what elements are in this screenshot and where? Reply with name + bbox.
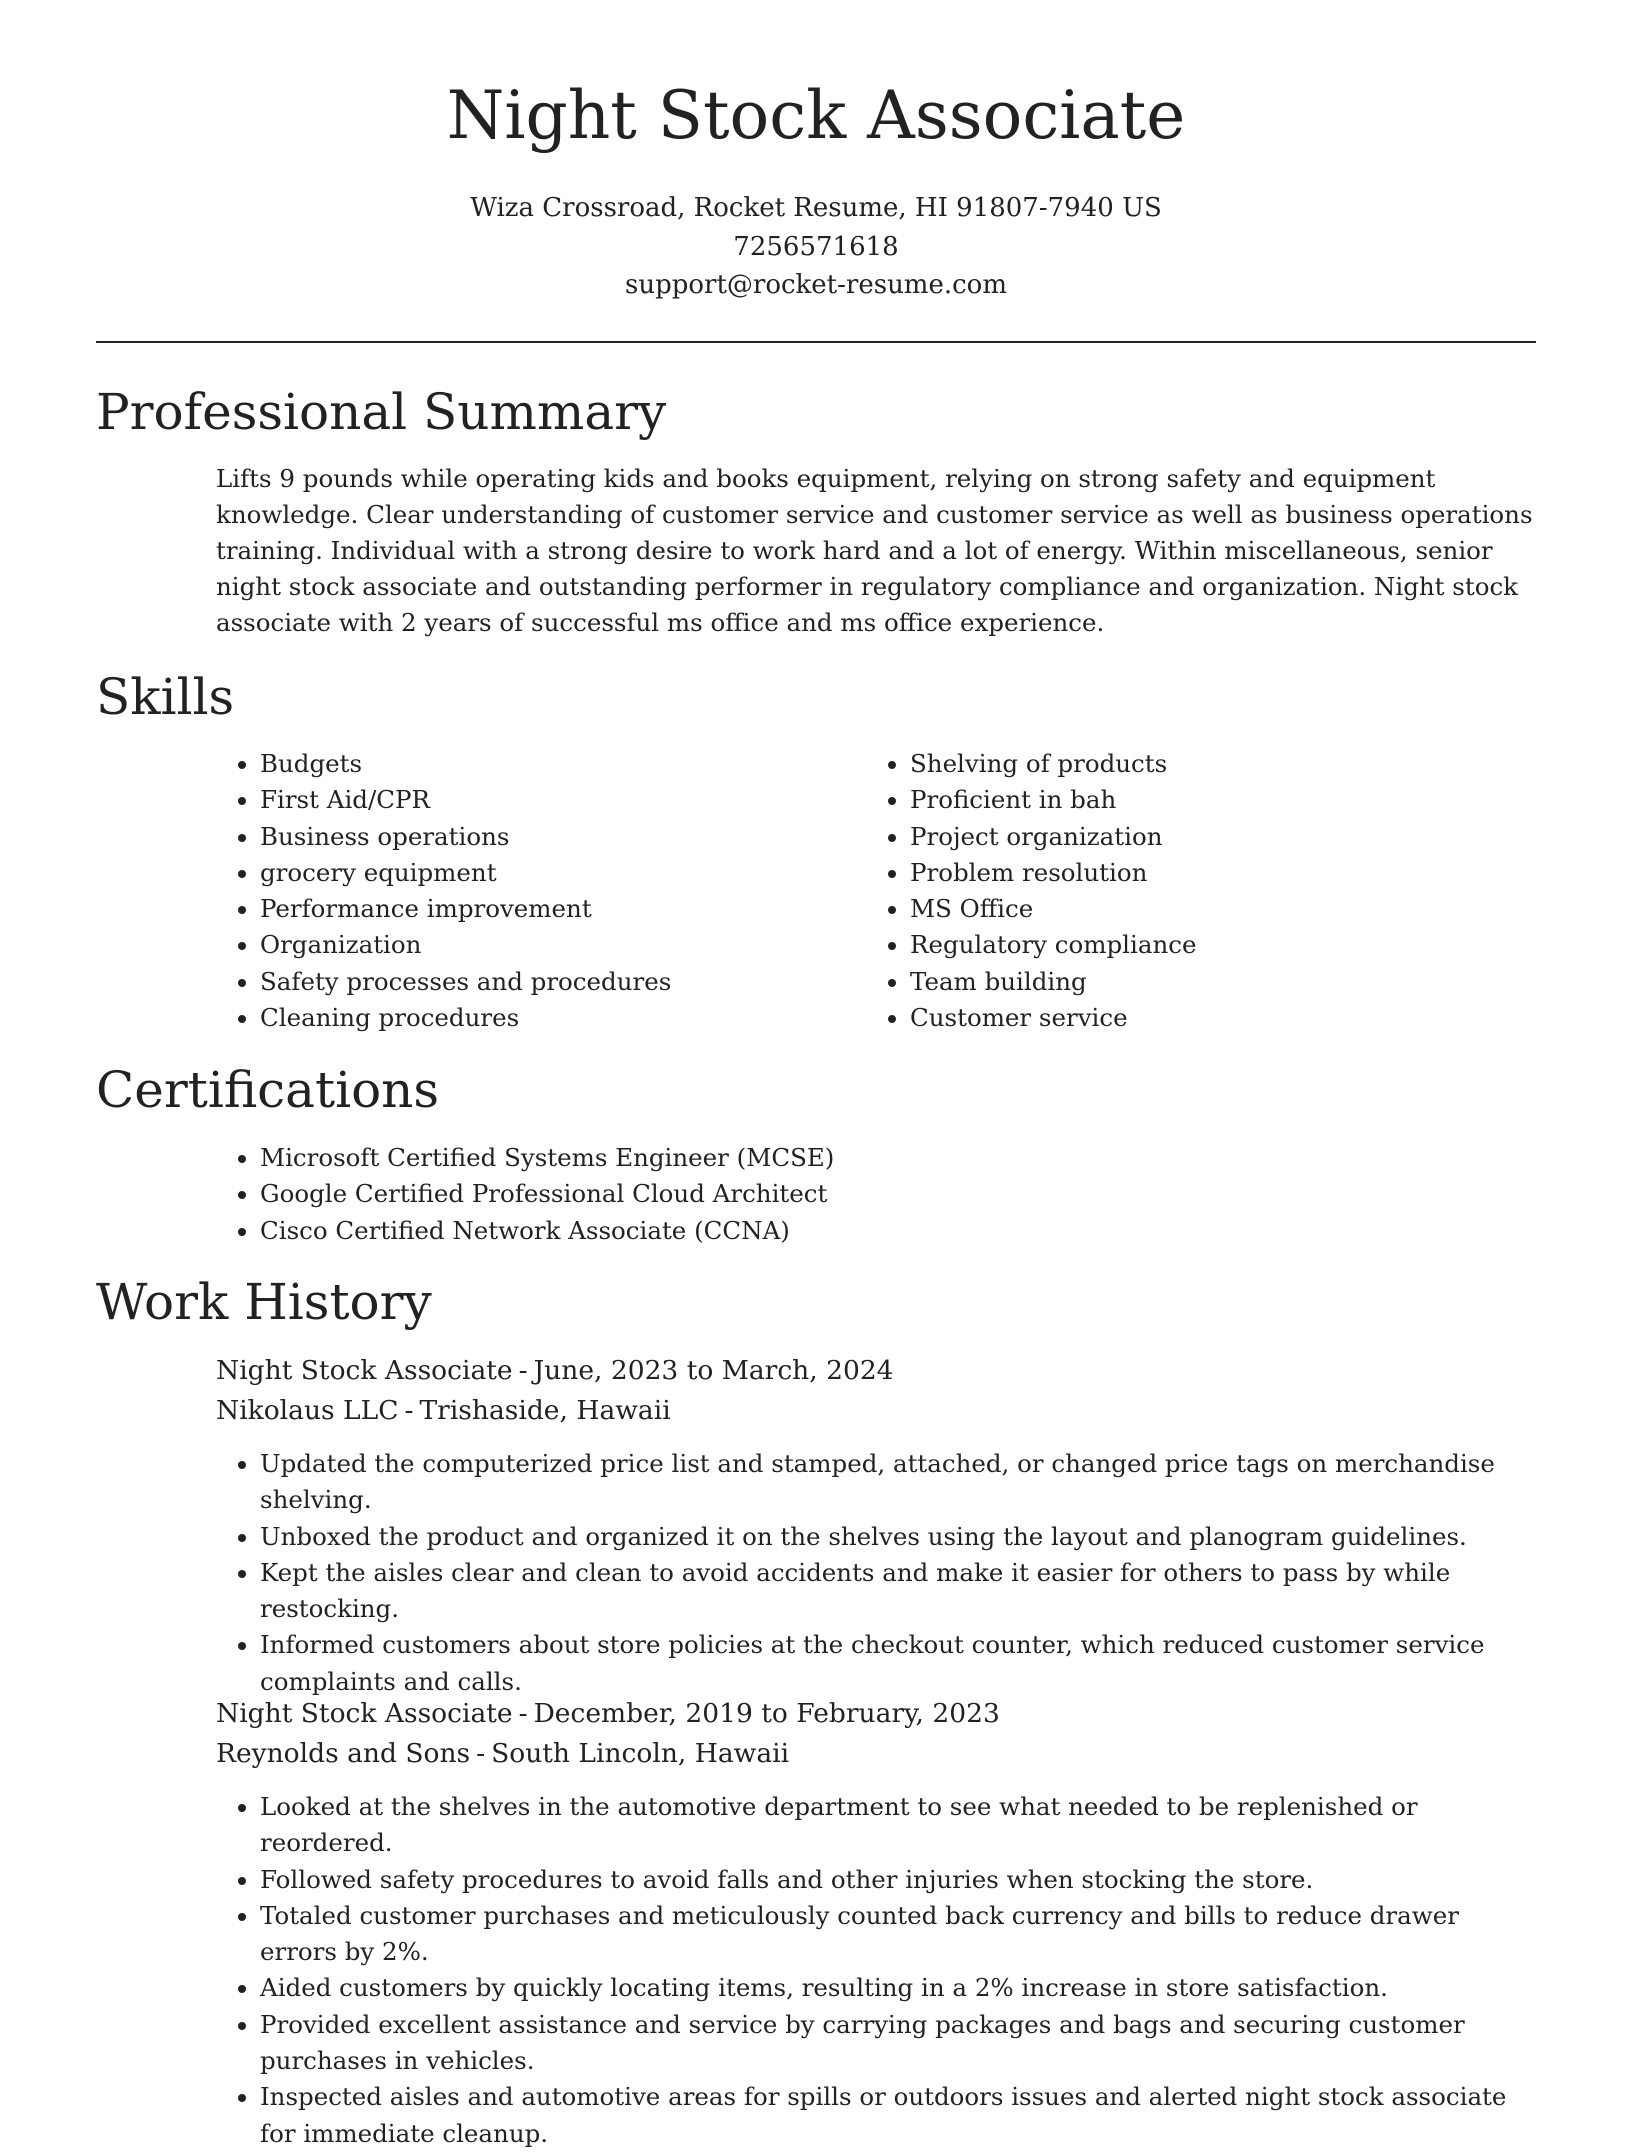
- job-company: Reynolds and Sons: [216, 1738, 471, 1769]
- contact-email: support@rocket-resume.com: [624, 270, 1007, 300]
- job-bullet: • Kept the aisles clear and clean to avoid accidents and make it easier for others to pass by while restocking.: [260, 1555, 1536, 1628]
- job-company: Nikolaus LLC: [216, 1395, 399, 1426]
- separator: -: [518, 1355, 528, 1386]
- certification-item: • Google Certified Professional Cloud Architect: [260, 1176, 1260, 1212]
- skill-item: • First Aid/CPR: [260, 782, 860, 818]
- skill-item: • Project organization: [910, 819, 1510, 855]
- header-divider: [96, 341, 1536, 343]
- summary-heading: Professional Summary: [96, 383, 667, 441]
- job-bullets: [216, 1789, 1536, 2152]
- job-bullet: • Updated the computerized price list and stamped, attached, or changed price tags on merchandise shelving.: [260, 1446, 1536, 1519]
- certification-item: • Cisco Certified Network Associate (CCNA): [260, 1213, 1260, 1249]
- skill-item: • Customer service: [910, 1000, 1510, 1036]
- separator: -: [518, 1698, 528, 1729]
- skill-item: • Performance improvement: [260, 891, 860, 927]
- skill-item: • Business operations: [260, 819, 860, 855]
- job-dates: June, 2023 to March, 2024: [533, 1355, 894, 1386]
- skills-list-right: [866, 746, 1510, 1036]
- skill-item: • Safety processes and procedures: [260, 964, 860, 1000]
- job-bullet: • Followed safety procedures to avoid falls and other injuries when stocking the store.: [260, 1862, 1536, 1898]
- summary-text: Lifts 9 pounds while operating kids and books equipment, relying on strong safety and equipment knowledge. Clear understanding of customer service and customer service as well as business operations training. Individual with a strong desire to work hard and a lot of energy. Within miscellaneous, senior night stock associate and outstanding performer in regulatory compliance and organization. Night stock associate with 2 years of successful ms office and ms office experience.: [216, 464, 1533, 637]
- job-company-line: [216, 1738, 789, 1770]
- job-title: Night Stock Associate: [216, 1355, 513, 1386]
- job-bullet: • Informed customers about store policies at the checkout counter, which reduced customer service complaints and calls.: [260, 1627, 1536, 1700]
- certifications-list: [216, 1140, 1260, 1249]
- skills-list-left: [216, 746, 860, 1036]
- skill-item: • Team building: [910, 964, 1510, 1000]
- job-title-line: [216, 1355, 894, 1387]
- job-bullet: • Looked at the shelves in the automotive department to see what needed to be replenished or reordered.: [260, 1789, 1536, 1862]
- job-title: Night Stock Associate: [216, 1698, 513, 1729]
- job-company-line: [216, 1395, 671, 1427]
- skill-item: • Organization: [260, 927, 860, 963]
- skill-item: • grocery equipment: [260, 855, 860, 891]
- certifications-heading: Certifications: [96, 1061, 440, 1119]
- job-dates: December, 2019 to February, 2023: [533, 1698, 1000, 1729]
- separator: -: [476, 1738, 486, 1769]
- job-location: South Lincoln, Hawaii: [491, 1738, 790, 1769]
- work-history-heading: Work History: [96, 1273, 432, 1331]
- job-bullet: • Aided customers by quickly locating items, resulting in a 2% increase in store satisfaction.: [260, 1970, 1536, 2006]
- contact-address: Wiza Crossroad, Rocket Resume, HI 91807-7940 US: [470, 193, 1162, 223]
- skills-heading: Skills: [96, 668, 235, 726]
- job-title-line: [216, 1698, 1000, 1730]
- job-bullet: • Inspected aisles and automotive areas for spills or outdoors issues and alerted night stock associate for immediate cleanup.: [260, 2079, 1536, 2152]
- skill-item: • MS Office: [910, 891, 1510, 927]
- certification-item: • Microsoft Certified Systems Engineer (MCSE): [260, 1140, 1260, 1176]
- skill-item: • Problem resolution: [910, 855, 1510, 891]
- job-bullet: • Unboxed the product and organized it on the shelves using the layout and planogram guidelines.: [260, 1519, 1536, 1555]
- job-location: Trishaside, Hawaii: [419, 1395, 671, 1426]
- separator: -: [404, 1395, 414, 1426]
- skill-item: • Proficient in bah: [910, 782, 1510, 818]
- resume-name: Night Stock Associate: [446, 77, 1186, 154]
- job-bullet: • Totaled customer purchases and meticulously counted back currency and bills to reduce drawer errors by 2%.: [260, 1898, 1536, 1971]
- contact-phone: 7256571618: [733, 232, 899, 262]
- skill-item: • Cleaning procedures: [260, 1000, 860, 1036]
- job-bullet: • Provided excellent assistance and service by carrying packages and bags and securing customer purchases in vehicles.: [260, 2007, 1536, 2080]
- skill-item: • Shelving of products: [910, 746, 1510, 782]
- job-bullets: [216, 1446, 1536, 1700]
- skill-item: • Budgets: [260, 746, 860, 782]
- skill-item: • Regulatory compliance: [910, 927, 1510, 963]
